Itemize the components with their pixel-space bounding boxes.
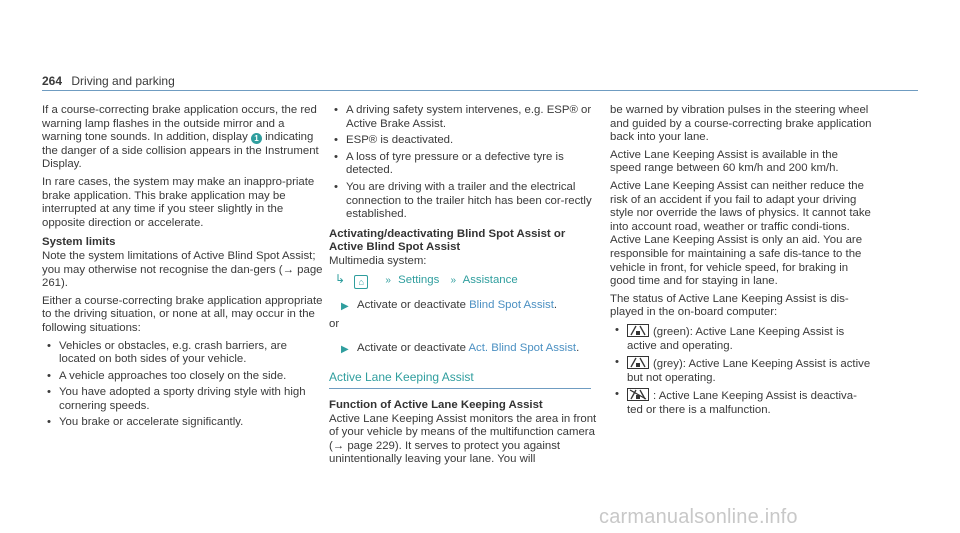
list-item: • You have adopted a sporty driving style with high cornering speeds. xyxy=(42,386,324,413)
column-1 xyxy=(42,104,324,434)
lane-off-icon xyxy=(627,388,649,401)
page-number: 264 xyxy=(42,74,63,88)
watermark: carmanualsonline.info xyxy=(599,506,798,528)
menu-assistance: Assistance xyxy=(462,273,518,286)
header-divider xyxy=(42,90,918,91)
list-item: • (green): Active Lane Keeping Assist is active and operating. xyxy=(610,324,872,353)
situation-list xyxy=(42,340,324,431)
list-item: • A driving safety system intervenes, e.g. ESP® or Active Brake Assist. xyxy=(329,104,597,131)
page-section-title: Driving and parking xyxy=(71,74,175,88)
paragraph: In rare cases, the system may make an inappro-priate brake application. This brake application may be interrupted at any time if you steer slightly in the opposite direction or accelerate. xyxy=(42,175,315,229)
list-item: • You are driving with a trailer and the electrical connection to the trailer hitch has been cor-rectly established. xyxy=(329,181,597,222)
lane-green-icon xyxy=(627,324,649,337)
step-triangle-icon: ▶ xyxy=(341,300,349,312)
paragraph: Note the system limitations of Active Blind Spot Assist; you may otherwise not recognise the dan-gers (→ page 261). xyxy=(42,249,323,290)
active-blind-spot-assist-link: Act. Blind Spot Assist xyxy=(468,341,577,354)
list-item: • ESP® is deactivated. xyxy=(329,134,597,148)
home-icon: ⌂ xyxy=(354,275,368,289)
double-chevron-icon: » xyxy=(450,274,457,286)
paragraph: Active Lane Keeping Assist is available in the speed range between 60 km/h and 200 km/h. xyxy=(610,148,839,175)
section-heading-system-limits: System limits xyxy=(42,236,116,249)
or-text: or xyxy=(329,318,340,331)
list-item: • A vehicle approaches too closely on the side. xyxy=(42,370,324,384)
paragraph: Active Lane Keeping Assist can neither reduce the risk of an accident if you fail to adapt your driving style nor override the laws of physics. It cannot take into account road, weather or traffic condi-tions. Active Lane Keeping Assist is only an aid. You are responsible for maintaining a safe dis-tance to the vehicle in front, for vehicle speed, for braking in good time and for staying in lane. xyxy=(610,179,871,288)
list-item: • Vehicles or obstacles, e.g. crash barriers, are located on both sides of your vehicle. xyxy=(42,340,324,367)
blind-spot-assist-link: Blind Spot Assist xyxy=(469,298,554,311)
return-arrow-icon: ↳ xyxy=(335,271,346,286)
list-item: • You brake or accelerate significantly. xyxy=(42,416,324,430)
page-header xyxy=(42,74,175,88)
situation-list-continued xyxy=(329,104,597,222)
paragraph: be warned by vibration pulses in the steering wheel and guided by a course-correcting brake application back into your lane. xyxy=(610,104,872,144)
menu-settings: Settings xyxy=(398,273,440,286)
lane-grey-icon xyxy=(627,356,649,369)
column-3 xyxy=(610,104,872,421)
column-2 xyxy=(329,104,597,471)
section-heading-function: Function of Active Lane Keeping Assist xyxy=(329,398,543,411)
status-list xyxy=(610,324,872,418)
paragraph: If a course-correcting brake application occurs, the red warning lamp flashes in the outside mirror and a warning tone sounds. In addition, display 1 indicating the danger of a side collision appears in the Instrument Display. xyxy=(42,104,319,171)
display-badge-icon: 1 xyxy=(251,133,262,144)
paragraph: Active Lane Keeping Assist monitors the area in front of your vehicle by means of the multifunction camera (→ page 229). It serves to protect you against unintentionally leaving your lane. You will xyxy=(329,412,597,466)
instruction-step: ▶ Activate or deactivate Act. Blind Spot Assist. xyxy=(341,341,580,355)
multimedia-label: Multimedia system: xyxy=(329,254,427,267)
list-item: • A loss of tyre pressure or a defective tyre is detected. xyxy=(329,151,597,178)
paragraph: Either a course-correcting brake application appropriate to the driving situation, or none at all, may occur in the following situations: xyxy=(42,294,323,334)
paragraph: The status of Active Lane Keeping Assist is dis-played in the on-board computer: xyxy=(610,292,849,319)
section-title-lane-keeping: Active Lane Keeping Assist xyxy=(329,371,591,389)
list-item: • (grey): Active Lane Keeping Assist is active but not operating. xyxy=(610,356,872,385)
list-item: • : Active Lane Keeping Assist is deactiva-ted or there is a malfunction. xyxy=(610,388,872,417)
instruction-step: ▶ Activate or deactivate Blind Spot Assist. xyxy=(341,298,558,312)
menu-path xyxy=(329,273,597,289)
step-triangle-icon: ▶ xyxy=(341,343,349,355)
section-heading-activate: Activating/deactivating Blind Spot Assist or Active Blind Spot Assist xyxy=(329,227,566,254)
double-chevron-icon: » xyxy=(385,274,391,286)
